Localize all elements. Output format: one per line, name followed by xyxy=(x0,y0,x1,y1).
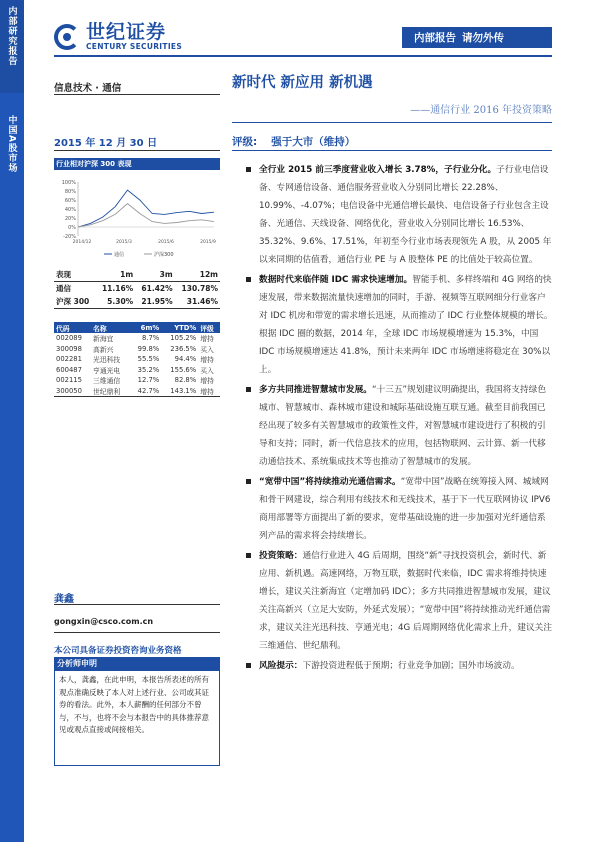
logo-cn: 世纪证券 xyxy=(86,21,167,43)
sidebar-bottom-label: 中国A股市场 xyxy=(6,115,17,173)
table-cell: 新海宜 xyxy=(93,335,114,344)
header-cell: 名称 xyxy=(91,322,130,333)
chart-title: 行业相对沪深 300 表现 xyxy=(54,158,220,170)
title-divider xyxy=(232,122,552,123)
table-cell: 31.46% xyxy=(175,295,220,309)
bullet-item xyxy=(246,547,554,655)
bullet-heading: 投资策略： xyxy=(259,551,303,561)
table-cell: 300098 xyxy=(56,344,82,353)
bullet-item xyxy=(246,161,554,269)
table-cell: 8.7% xyxy=(141,334,160,343)
industry-label: 信息技术 · 通信 xyxy=(54,83,122,94)
email-divider xyxy=(54,632,220,633)
bullet-item xyxy=(246,657,554,675)
y-tick-label: 80% xyxy=(64,189,76,195)
table-cell: 002115 xyxy=(56,376,82,385)
table-cell: 增持 xyxy=(198,386,220,397)
table-cell: 三维通信 xyxy=(93,377,121,386)
page-title: 新时代 新应用 新机遇 xyxy=(232,75,373,91)
legend-label: 通信 xyxy=(114,252,125,258)
logo-en: CENTURY SECURITIES xyxy=(86,42,183,51)
table-row xyxy=(54,386,220,397)
header-cell: 代码 xyxy=(54,322,91,333)
table-cell: 买入 xyxy=(200,366,214,375)
bullet-text: 通信行业进入 4G 后周期，围绕“新”寻找投资机会，新时代、新应用、新机遇。高速网络，万物互联，数据时代来临，IDC 需求将维持快速增长，建议关注新海宜（定增加码 IDC）；多方共同推进智慧城市发展，建议关注高新兴（立足大安防，外延式发展）；“宽带中国”将持续推动光纤通信需求，建议关注光迅科技、亨通光电；4G 后周期网络优化需求上升，建议关注三维通信、世纪鼎利。 xyxy=(259,551,553,651)
y-tick-label: 0% xyxy=(68,225,76,231)
header-divider xyxy=(54,55,552,57)
table-cell: 沪深 300 xyxy=(54,295,96,309)
table-cell: 600487 xyxy=(56,365,82,374)
table-row xyxy=(54,365,220,376)
industry-divider xyxy=(54,94,220,95)
table-row xyxy=(54,333,220,344)
logo-icon xyxy=(54,24,80,50)
table-cell: 增持 xyxy=(200,356,214,365)
table-cell: 12.7% xyxy=(137,376,160,385)
table-row xyxy=(54,354,220,365)
header-cell: 12m xyxy=(175,268,220,282)
header-cell: 3m xyxy=(135,268,174,282)
table-header xyxy=(54,322,220,333)
x-tick-label: 2015/6 xyxy=(158,240,174,245)
table-cell: 94.4% xyxy=(174,355,197,364)
table-row xyxy=(54,344,220,355)
y-tick-label: 40% xyxy=(64,207,76,213)
y-tick-label: -20% xyxy=(63,234,76,240)
legend-label: 沪深300 xyxy=(154,252,174,258)
bullet-text: 子行业电信设备、专网通信设备、通信服务营业收入分别同比增长 22.28%、10.99%、-4.07%；电信设备中光通信增长最快、电信设备子行业包含主设备、光通信、天线设备、网络优化，营业收入分别同比增长 16.53%、35.32%、9.6%、17.51%，年初至今行业市场表现领先 A 股，从 2005 年以来同期的估值看，通信行业 PE 与 A 股整体 PE 的比值处于较高位置。 xyxy=(259,165,552,265)
y-tick-label: 100% xyxy=(61,180,76,186)
bullet-text: “十三五”规划建议明确提出，我国将支持绿色城市、智慧城市、森林城市建设和城际基础设施互联互通。截至目前我国已经出现了较多有关智慧城市的政策性文件，对智慧城市建设进行了积极的引导和支持；同时，新一代信息技术的应用，包括物联网、云计算、新一代移动通信技术、系统集成技术等也推动了智慧城市的发展。 xyxy=(259,385,547,467)
bullet-text: 下游投资进程低于预期；行业竞争加剧；国外市场波动。 xyxy=(302,661,520,671)
rating-value: 强于大市（维持） xyxy=(271,136,356,148)
header-cell: 评级 xyxy=(198,322,220,333)
badge-right: 请勿外传 xyxy=(462,32,504,44)
table-cell: 99.8% xyxy=(137,344,160,353)
bullet-heading: 多方共同推进智慧城市发展。 xyxy=(259,385,372,395)
bullet-heading: 数据时代来临伴随 IDC 需求快速增加。 xyxy=(259,275,413,285)
series-line-0 xyxy=(78,190,214,227)
table-row xyxy=(54,375,220,386)
table-cell: 高新兴 xyxy=(93,345,114,354)
table-cell: 236.5% xyxy=(170,344,197,353)
table-row xyxy=(54,295,220,309)
declaration-title: 分析师申明 xyxy=(54,657,220,670)
table-cell: 5.30% xyxy=(96,295,135,309)
bullet-square-icon xyxy=(246,387,251,392)
header-badge xyxy=(402,27,552,48)
header-cell: 6m% xyxy=(130,322,162,333)
sidebar-top-label: 内部研究报告 xyxy=(6,6,17,66)
table-cell: 42.7% xyxy=(130,386,162,397)
table-cell: 61.42% xyxy=(141,284,173,293)
bullet-square-icon xyxy=(246,663,251,668)
bullet-text: “宽带中国”战略在统筹接入网、城域网和骨干网建设，综合利用有线技术和无线技术，基于下一代互联网协议 IPV6 商用部署等方面提出了新的要求，宽带基础设施的进一步加强对光纤通信系列产品的需求将会持续增长。 xyxy=(259,477,551,541)
bullet-text: 智能手机、多样终端和 4G 网络的快速发展，带来数据流量快速增加的同时，手游、视频等互联网细分行业客户对 IDC 机房和带宽的需求增长迅速，从而推动了 IDC 行业整体规模的增长。根据 IDC 圈的数据，2014 年，全球 IDC 市场规模增速为 15.3%，中国 IDC 市场规模增速达 41.8%，预计未来两年 IDC 市场增速将稳定在 30%以上。 xyxy=(259,275,553,375)
table-cell: 世纪鼎利 xyxy=(91,386,130,397)
table-cell: 买入 xyxy=(200,345,214,354)
table-cell: 002281 xyxy=(56,355,82,364)
header-cell: 1m xyxy=(96,268,135,282)
table-cell: 亨通光电 xyxy=(93,366,121,375)
table-cell: 11.16% xyxy=(101,284,134,293)
x-tick-label: 2015/9 xyxy=(200,240,216,245)
page-subtitle: ——通信行业 2016 年投资策略 xyxy=(410,105,552,116)
table-cell: 21.95% xyxy=(135,295,174,309)
table-cell: 002089 xyxy=(56,334,82,343)
table-cell: 增持 xyxy=(200,377,214,386)
table-cell: 光迅科技 xyxy=(93,356,121,365)
declaration-body: 本人，龚鑫，在此申明，本报告所表述的所有观点准确反映了本人对上述行业、公司或其证券的看法。此外，本人薪酬的任何部分不曾与，不与，也将不会与本报告中的具体推荐意见或观点直接或间接相关。 xyxy=(54,670,220,766)
bullet-item xyxy=(246,381,554,471)
table-cell: 35.2% xyxy=(137,365,160,374)
report-date: 2015 年 12 月 30 日 xyxy=(54,138,158,149)
bullet-square-icon xyxy=(246,553,251,558)
x-tick-label: 2014/12 xyxy=(72,240,92,245)
bullet-heading: 全行业 2015 前三季度营业收入增长 3.78%，子行业分化。 xyxy=(259,165,497,175)
table-cell: 增持 xyxy=(200,335,214,344)
performance-chart xyxy=(54,176,220,260)
bullet-square-icon xyxy=(246,277,251,282)
table-header xyxy=(54,268,220,282)
sidebar-top xyxy=(0,0,24,93)
date-divider xyxy=(54,150,220,151)
bullet-square-icon xyxy=(246,479,251,484)
sidebar-bottom xyxy=(0,93,24,842)
table-cell: 82.8% xyxy=(174,376,197,385)
badge-left: 内部报告 xyxy=(414,32,456,44)
qualification: 本公司具备证券投资咨询业务资格 xyxy=(54,646,182,656)
table-cell: 143.1% xyxy=(161,386,198,397)
bullet-item xyxy=(246,473,554,545)
table-cell: 55.5% xyxy=(137,355,160,364)
rating xyxy=(232,134,355,149)
bullet-item xyxy=(246,271,554,379)
x-tick-label: 2015/3 xyxy=(116,240,132,245)
bullet-heading: “宽带中国”将持续推动光通信需求。 xyxy=(259,477,401,487)
summary-bullets xyxy=(246,161,554,677)
y-tick-label: 60% xyxy=(64,198,76,204)
analyst-email: gongxin@csco.com.cn xyxy=(54,617,154,626)
header-cell: 表现 xyxy=(54,268,96,282)
rating-label: 评级: xyxy=(232,136,258,148)
analyst-divider xyxy=(54,604,220,605)
table-row xyxy=(54,282,220,296)
table-cell: 130.78% xyxy=(181,284,218,293)
performance-table xyxy=(54,268,220,309)
table-cell: 105.2% xyxy=(170,334,197,343)
bullet-square-icon xyxy=(246,167,251,172)
company-logo xyxy=(54,22,182,51)
header-cell: YTD% xyxy=(161,322,198,333)
bullet-heading: 风险提示： xyxy=(259,661,303,671)
stock-table xyxy=(54,322,220,397)
analyst-name: 龚鑫 xyxy=(54,594,74,605)
table-cell: 155.6% xyxy=(170,365,197,374)
table-cell: 300050 xyxy=(54,386,91,397)
y-tick-label: 20% xyxy=(64,216,76,222)
rating-divider xyxy=(232,150,552,151)
table-cell: 通信 xyxy=(56,284,71,293)
